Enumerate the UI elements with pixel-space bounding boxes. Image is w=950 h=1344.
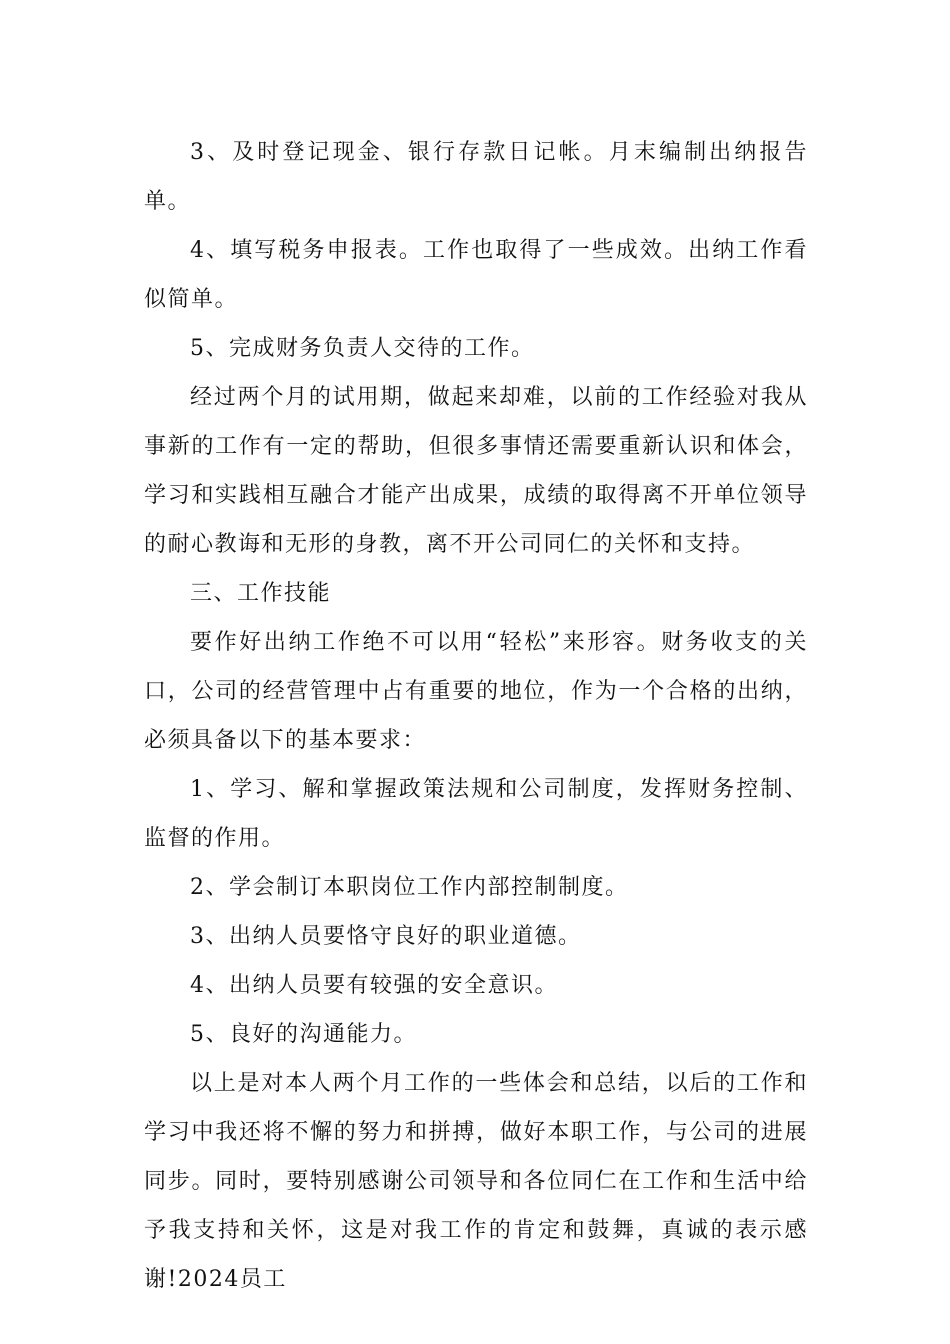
paragraph-requirement-1: 1、学习、解和掌握政策法规和公司制度，发挥财务控制、监督的作用。 <box>144 777 808 851</box>
section-heading-work-skills: 三、工作技能 <box>190 581 332 606</box>
paragraph-closing-thanks: 以上是对本人两个月工作的一些体会和总结，以后的工作和学习中我还将不懈的努力和拼搏，做好本职工作，与公司的进展同步。同时，要特别感谢公司领导和各位同仁在工作和生活中给予我支持和关怀，这是对我工作的肯定和鼓舞，真诚的表示感谢!2024员工 <box>144 1071 808 1292</box>
paragraph-item-3-cash-log: 3、及时登记现金、银行存款日记帐。月末编制出纳报告单。 <box>144 140 808 214</box>
paragraph-requirement-5: 5、良好的沟通能力。 <box>190 1022 417 1047</box>
paragraph-requirement-2: 2、学会制订本职岗位工作内部控制制度。 <box>190 875 629 900</box>
paragraph-requirement-4: 4、出纳人员要有较强的安全意识。 <box>190 973 558 998</box>
paragraph-cashier-requirements: 要作好出纳工作绝不可以用“轻松”来形容。财务收支的关口，公司的经营管理中占有重要的地位，作为一个合格的出纳，必须具备以下的基本要求： <box>144 630 808 753</box>
paragraph-probation-summary: 经过两个月的试用期，做起来却难，以前的工作经验对我从事新的工作有一定的帮助，但很多事情还需要重新认识和体会，学习和实践相互融合才能产出成果，成绩的取得离不开单位领导的耐心教诲和无形的身教，离不开公司同仁的关怀和支持。 <box>144 385 808 557</box>
paragraph-item-4-tax-form: 4、填写税务申报表。工作也取得了一些成效。出纳工作看似简单。 <box>144 238 808 312</box>
paragraph-requirement-3: 3、出纳人员要恪守良好的职业道德。 <box>190 924 582 949</box>
paragraph-item-5-assigned-work: 5、完成财务负责人交待的工作。 <box>190 336 535 361</box>
document-body <box>144 128 808 1304</box>
